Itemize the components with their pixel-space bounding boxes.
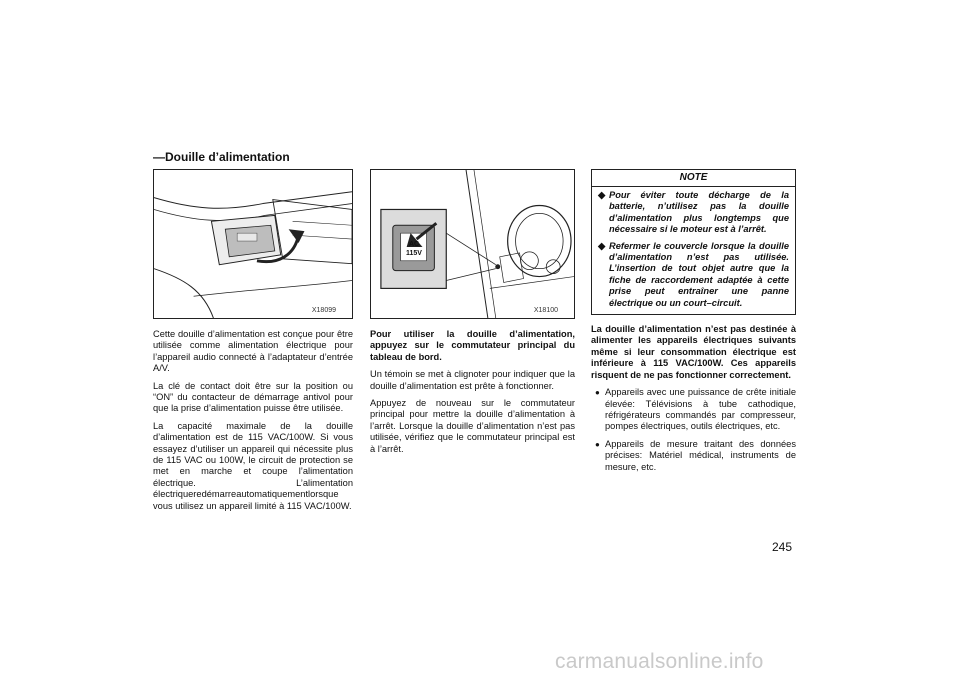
list-item-text: Appareils de mesure traitant des données précises: Matériel médical, instruments de mesure, etc. (605, 438, 796, 472)
note-text: Refermer le couvercle lorsque la douille d’alimentation n’est pas utilisée. L’insertion de tout objet autre que la fiche de raccordement adaptée à cette prise peut entraîner une panne électrique ou un court–circuit. (609, 240, 789, 308)
paragraph: Cette douille d’alimentation est conçue pour être utilisée comme alimentation électrique pour l’appareil audio connecté à l’adaptateur d’entrée A/V. (153, 329, 353, 374)
outlet-cover-illustration (154, 170, 352, 318)
note-item (592, 187, 795, 238)
list-item-text: Appareils avec une puissance de crête initiale élevée: Télévisions à tube cathodique, réfrigérateurs commandés par compresseur, pompes électriques, outils électriques, etc. (605, 387, 796, 432)
figure-id-label: X18099 (311, 307, 336, 314)
note-box (591, 169, 796, 315)
column-right (591, 169, 796, 479)
column-middle (370, 169, 575, 461)
bullet-icon: ● (595, 439, 600, 449)
paragraph: Un témoin se met à clignoter pour indiquer que la douille d’alimentation est prête à fonctionner. (370, 369, 575, 391)
column-left (153, 169, 353, 518)
switch-label-voltage: 115V (406, 250, 422, 257)
note-item (592, 238, 795, 314)
diamond-bullet-icon: ◆ (598, 190, 606, 200)
diamond-bullet-icon: ◆ (598, 240, 606, 251)
warning-paragraph: La douille d’alimentation n’est pas destinée à alimenter les appareils électriques suivants même si leur consommation électrique est inférieure à 115 VAC/100W. Ces appareils risquent de ne pas fonctionner correctement. (591, 324, 796, 380)
page-number: 245 (772, 540, 793, 554)
list-item (595, 439, 796, 473)
figure-id-label: X18100 (533, 307, 558, 314)
switch-label-ac: AC (409, 241, 420, 248)
warning-section (591, 324, 796, 473)
instruction-paragraph: Pour utiliser la douille d’alimentation, appuyez sur le commutateur principal du tableau de bord. (370, 329, 575, 362)
section-title: —Douille d’alimentation (153, 150, 290, 164)
note-title: NOTE (592, 170, 795, 187)
figure-main-switch (370, 169, 575, 319)
figure-power-outlet-cover (153, 169, 353, 319)
list-item (595, 387, 796, 433)
bullet-icon: ● (595, 388, 600, 398)
note-text: Pour éviter toute décharge de la batterie, n’utilisez pas la douille d’alimentation plus longtemps que nécessaire si le moteur est à l’arrêt. (609, 190, 789, 235)
watermark: carmanualsonline.info (555, 650, 764, 673)
paragraph: La clé de contact doit être sur la position ou “ON” du contacteur de démarrage antivol pour que la prise d’alimentation puisse être utilisée. (153, 380, 353, 414)
paragraph: Appuyez de nouveau sur le commutateur principal pour mettre la douille d’alimentation à l’arrêt. Lorsque la douille d’alimentation n’est pas utilisée, vérifiez que le commutateur principal est à l’arrêt. (370, 398, 575, 454)
paragraph: La capacité maximale de la douille d’alimentation est de 115 VAC/100W. Si vous essayez d’utiliser un appareil qui nécessite plus de 115 VAC ou 100W, le circuit de protection se met en marche et coupe l’alimentation électrique. L’alimentation électriqueredémarreautomatiquementlorsque vous utilisez un appareil limité à 115 VAC/100W. (153, 420, 353, 511)
main-switch-illustration (371, 170, 574, 318)
